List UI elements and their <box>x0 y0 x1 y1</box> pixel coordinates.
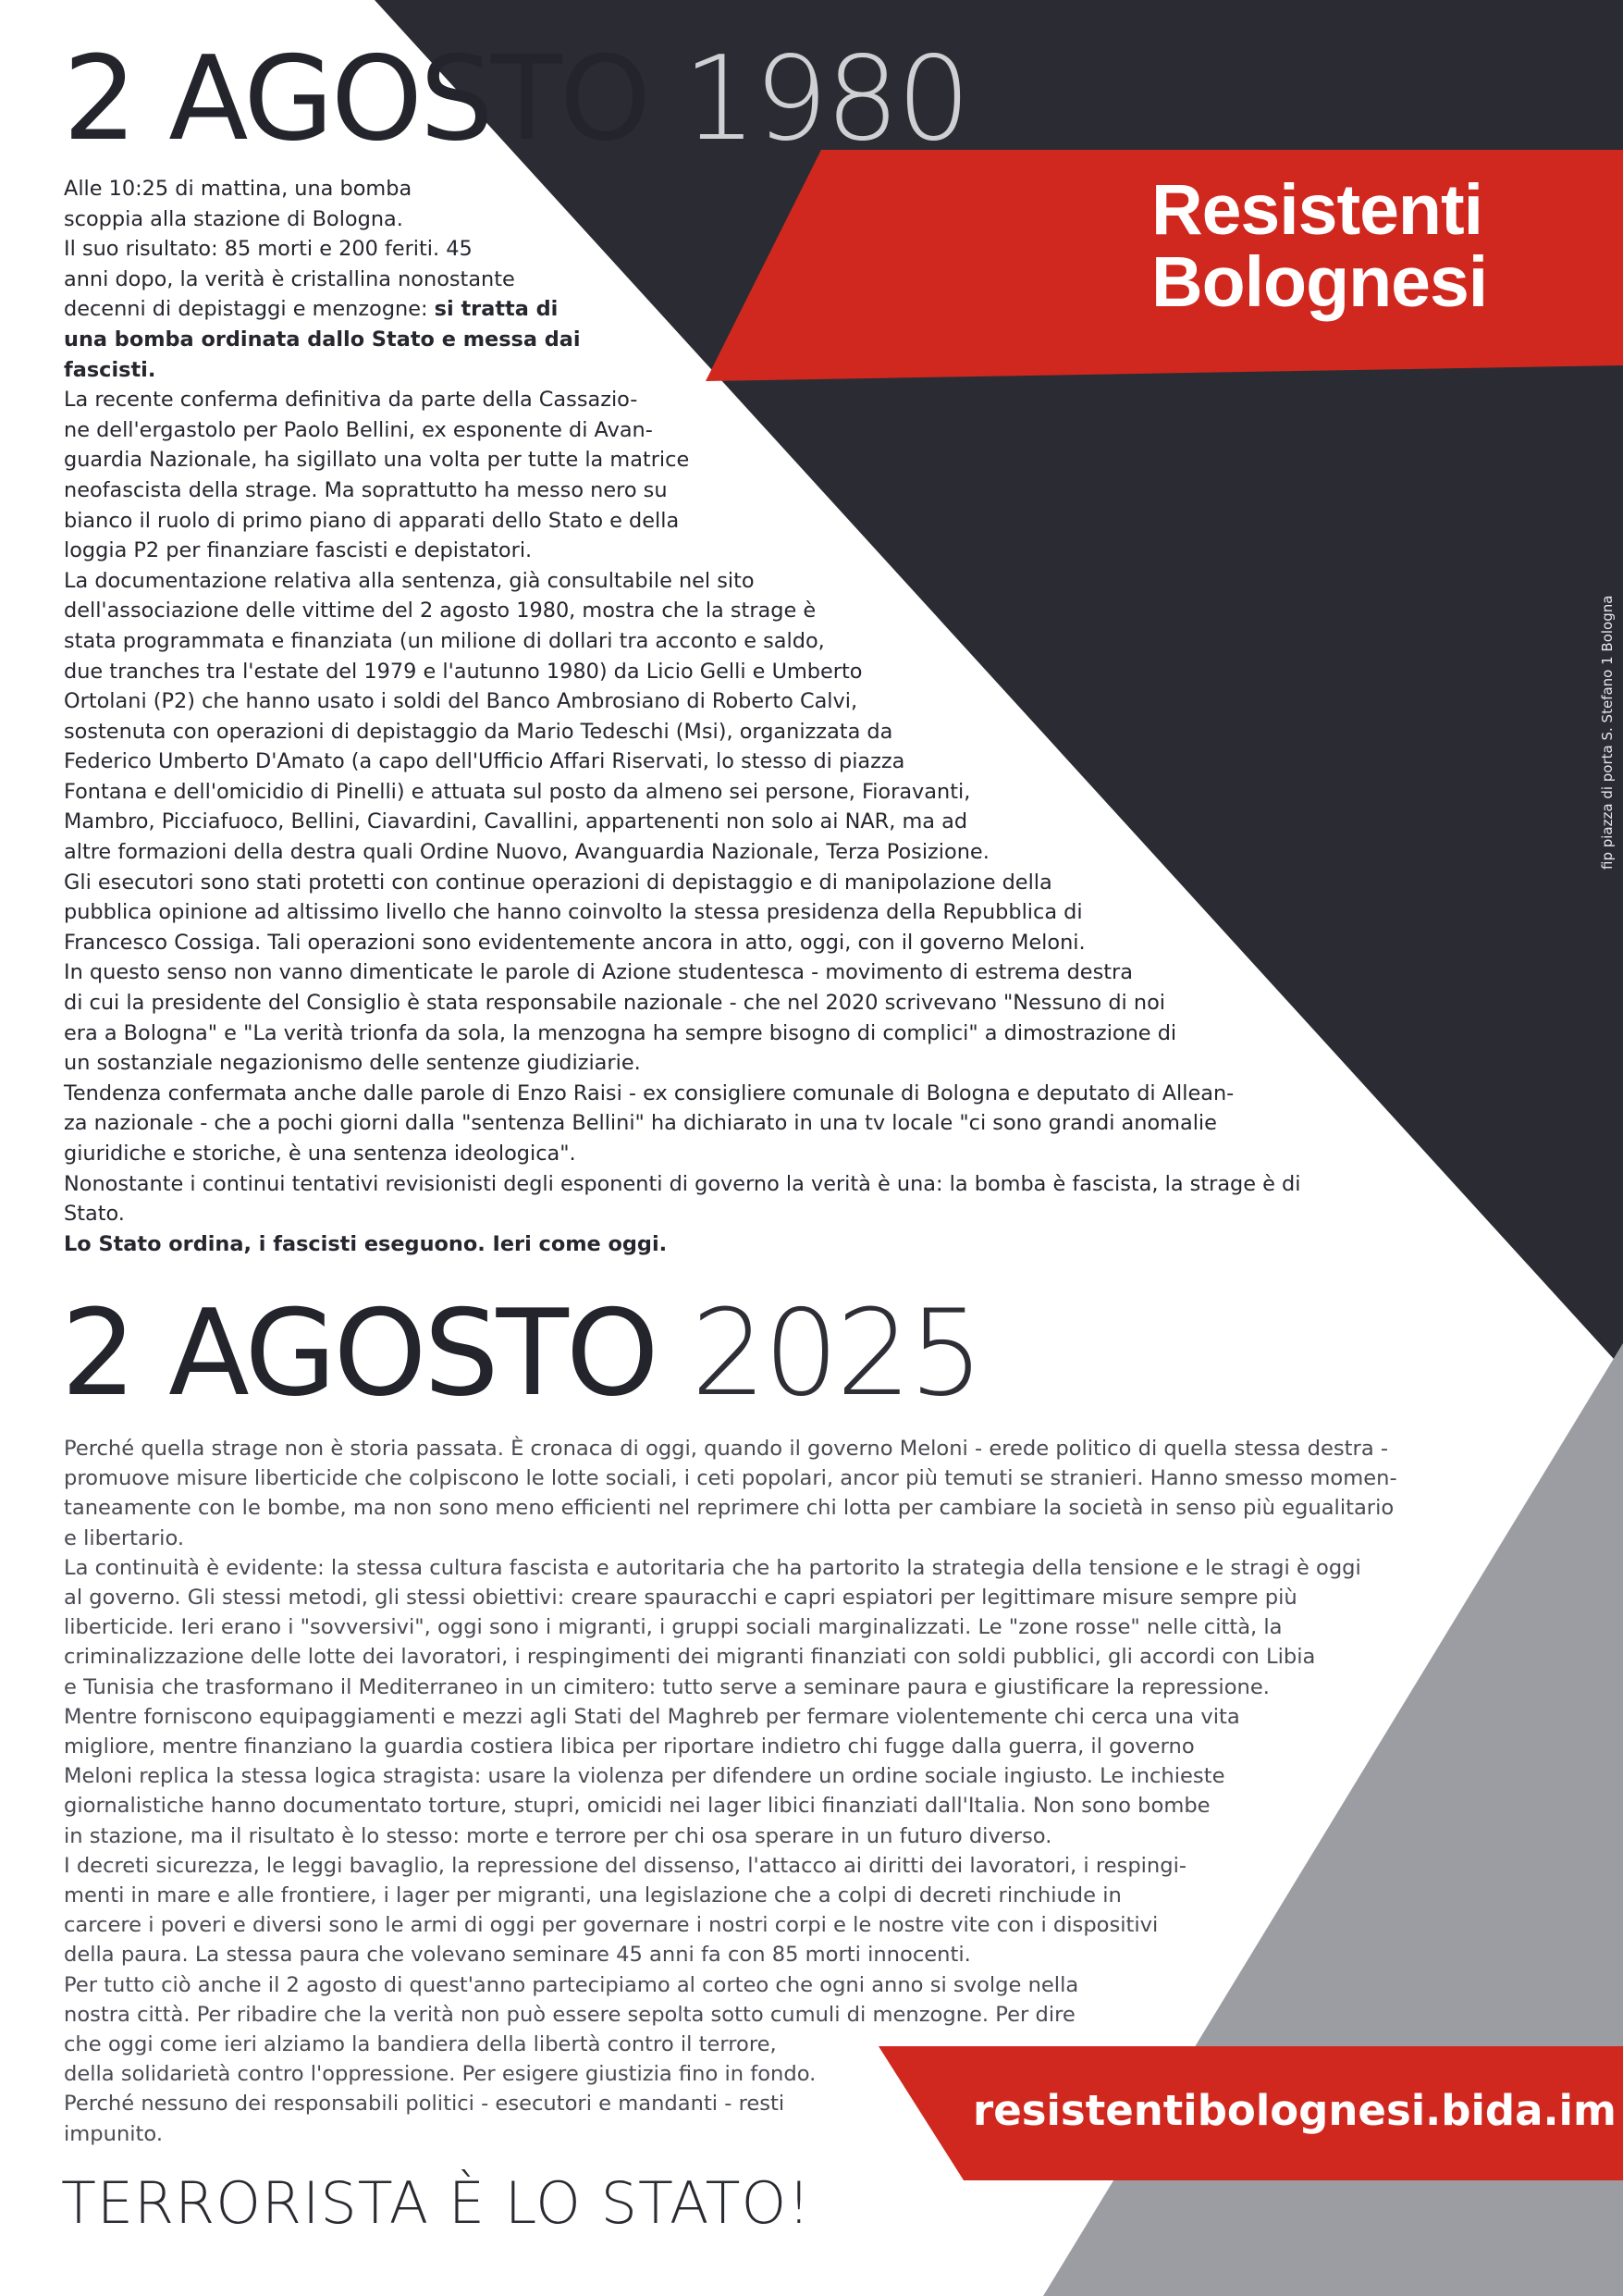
text-line: che oggi come ieri alziamo la bandiera della libertà contro il terrore, <box>64 2032 777 2057</box>
bold-line: una bomba ordinata dallo Stato e messa dai <box>64 327 581 352</box>
text-line: liberticide. Ieri erano i "sovversivi", oggi sono i migranti, i gruppi sociali marginalizzati. Le "zone rosse" nelle città, la <box>64 1615 1283 1640</box>
text-line: Mambro, Picciafuoco, Bellini, Ciavardini, Cavallini, appartenenti non solo ai NAR, ma ad <box>64 809 968 834</box>
text-line: Nonostante i continui tentativi revisionisti degli esponenti di governo la verità è una: la bomba è fascista, la strage è di <box>64 1171 1301 1196</box>
text-line: Perché nessuno dei responsabili politici - esecutori e mandanti - resti <box>64 2092 785 2117</box>
heading-1980: 2 AGOSTO 1980 <box>63 31 968 167</box>
text-line: altre formazioni della destra quali Ordine Nuovo, Avanguardia Nazionale, Terza Posizione. <box>64 840 990 865</box>
text-line: anni dopo, la verità è cristallina nonostante <box>64 266 515 291</box>
bold-span: si tratta di <box>434 297 559 322</box>
text-line: della solidarietà contro l'oppressione. Per esigere giustizia fino in fondo. <box>64 2062 817 2087</box>
article-1980 <box>64 174 1300 1259</box>
text-line: La continuità è evidente: la stessa cultura fascista e autoritaria che ha partorito la strategia della tensione e le stragi è oggi <box>64 1555 1361 1580</box>
text-line: e libertario. <box>64 1525 185 1550</box>
website-link[interactable]: resistentibolognesi.bida.im <box>973 2086 1617 2135</box>
text-line: pubblica opinione ad altissimo livello che hanno coinvolto la stessa presidenza della Repubblica di <box>64 900 1083 925</box>
text-line: nostra città. Per ribadire che la verità non può essere sepolta sotto cumuli di menzogne. Per dire <box>64 2002 1076 2027</box>
text-line: La recente conferma definitiva da parte della Cassazio- <box>64 388 638 413</box>
text-line: bianco il ruolo di primo piano di apparati dello Stato e della <box>64 508 680 533</box>
text-line: menti in mare e alle frontiere, i lager per migranti, una legislazione che a colpi di decreti rinchiude in <box>64 1883 1122 1908</box>
text-line: loggia P2 per finanziare fascisti e depistatori. <box>64 538 533 563</box>
brand-line-1: Resistenti <box>1151 170 1483 250</box>
text-line: ne dell'ergastolo per Paolo Bellini, ex esponente di Avan- <box>64 417 653 442</box>
heading-2025: 2 AGOSTO 2025 <box>61 1285 981 1423</box>
text-line: promuove misure liberticide che colpiscono le lotte sociali, i ceti popolari, ancor più temuti se stranieri. Hanno smesso momen- <box>64 1466 1397 1491</box>
text-line: al governo. Gli stessi metodi, gli stessi obiettivi: creare spauracchi e capri espiatori per legittimare misure sempre più <box>64 1586 1297 1611</box>
text-line: criminalizzazione delle lotte dei lavoratori, i respingimenti dei migranti finanziati con soldi pubblici, gli accordi con Libia <box>64 1645 1316 1670</box>
text-line: za nazionale - che a pochi giorni dalla "sentenza Bellini" ha dichiarato in una tv locale "ci sono grandi anomalie <box>64 1111 1217 1136</box>
text-line: Perché quella strage non è storia passata. È cronaca di oggi, quando il governo Meloni - erede politico di quella stessa destra - <box>64 1437 1388 1461</box>
text-line: Federico Umberto D'Amato (a capo dell'Ufficio Affari Riservati, lo stesso di piazza <box>64 749 905 774</box>
text-line: Ortolani (P2) che hanno usato i soldi del Banco Ambrosiano di Roberto Calvi, <box>64 689 858 714</box>
text-line: Per tutto ciò anche il 2 agosto di quest'anno partecipiamo al corteo che ogni anno si svolge nella <box>64 1972 1079 1997</box>
text-line: Gli esecutori sono stati protetti con continue operazioni di depistaggio e di manipolazione della <box>64 870 1052 895</box>
text-line: e Tunisia che trasformano il Mediterraneo in un cimitero: tutto serve a seminare paura e giustificare la repressione. <box>64 1674 1270 1699</box>
text-line: era a Bologna" e "La verità trionfa da sola, la menzogna ha sempre bisogno di complici" a dimostrazione di <box>64 1020 1177 1045</box>
text-line: carcere i poveri e diversi sono le armi di oggi per governare i nostri corpi e le nostre vite con i dispositivi <box>64 1913 1159 1938</box>
text-line: Tendenza confermata anche dalle parole di Enzo Raisi - ex consigliere comunale di Bologna e deputato di Allean- <box>64 1080 1235 1105</box>
text-line: un sostanziale negazionismo delle sentenze giudiziarie. <box>64 1051 641 1076</box>
text-line: sostenuta con operazioni di depistaggio da Mario Tedeschi (Msi), organizzata da <box>64 719 893 744</box>
text-line: guardia Nazionale, ha sigillato una volta per tutte la matrice <box>64 448 690 473</box>
text-span: decenni di depistaggi e menzogne: <box>64 297 435 322</box>
bold-line: Lo Stato ordina, i fascisti eseguono. Ieri come oggi. <box>64 1231 668 1256</box>
text-line: La documentazione relativa alla sentenza, già consultabile nel sito <box>64 568 755 593</box>
brand-line-2: Bolognesi <box>1151 242 1488 322</box>
bold-line: fascisti. <box>64 357 156 382</box>
text-line: Il suo risultato: 85 morti e 200 feriti. 45 <box>64 237 473 262</box>
text-line: giuridiche e storiche, è una sentenza ideologica". <box>64 1142 576 1166</box>
text-line: Mentre forniscono equipaggiamenti e mezzi agli Stati del Maghreb per fermare violentemente chi cerca una vita <box>64 1704 1240 1729</box>
text-line: Fontana e dell'omicidio di Pinelli) e attuata sul posto da almeno sei persone, Fioravanti, <box>64 779 971 804</box>
text-line: di cui la presidente del Consiglio è stata responsabile nazionale - che nel 2020 scrivevano "Nessuno di noi <box>64 991 1165 1016</box>
article-2025 <box>64 1434 1397 2149</box>
text-line: Francesco Cossiga. Tali operazioni sono evidentemente ancora in atto, oggi, con il governo Meloni. <box>64 930 1086 955</box>
text-line: giornalistiche hanno documentato torture, stupri, omicidi nei lager libici finanziati dall'Italia. Non sono bombe <box>64 1794 1211 1819</box>
text-line <box>64 294 1300 325</box>
text-line: Meloni replica la stessa logica stragista: usare la violenza per difendere un ordine sociale ingiusto. Le inchieste <box>64 1764 1225 1789</box>
text-line: In questo senso non vanno dimenticate le parole di Azione studentesca - movimento di estrema destra <box>64 960 1133 985</box>
text-line: neofascista della strage. Ma soprattutto ha messo nero su <box>64 477 668 502</box>
text-line: taneamente con le bombe, ma non sono meno efficienti nel reprimere chi lotta per cambiare la società in senso più egualitario <box>64 1496 1395 1521</box>
text-line: migliore, mentre finanziano la guardia costiera libica per riportare indietro chi fugge dalla guerra, il governo <box>64 1734 1195 1759</box>
text-line: dell'associazione delle vittime del 2 agosto 1980, mostra che la strage è <box>64 599 817 623</box>
text-line: in stazione, ma il risultato è lo stesso: morte e terrore per chi osa sperare in un futuro diverso. <box>64 1823 1052 1848</box>
text-line: scoppia alla stazione di Bologna. <box>64 206 403 231</box>
photo-credit: fip piazza di porta S. Stefano 1 Bologna <box>1599 595 1616 870</box>
text-line: impunito. <box>64 2121 164 2146</box>
text-line: Stato. <box>64 1202 125 1227</box>
text-line: Alle 10:25 di mattina, una bomba <box>64 177 412 201</box>
slogan: TERRORISTA È LO STATO! <box>61 2169 812 2237</box>
text-line: della paura. La stessa paura che volevano seminare 45 anni fa con 85 morti innocenti. <box>64 1943 971 1968</box>
text-line: I decreti sicurezza, le leggi bavaglio, la repressione del dissenso, l'attacco ai diritti dei lavoratori, i respingi- <box>64 1853 1187 1878</box>
text-line: stata programmata e finanziata (un milione di dollari tra acconto e saldo, <box>64 628 825 653</box>
text-line: due tranches tra l'estate del 1979 e l'autunno 1980) da Licio Gelli e Umberto <box>64 659 863 684</box>
